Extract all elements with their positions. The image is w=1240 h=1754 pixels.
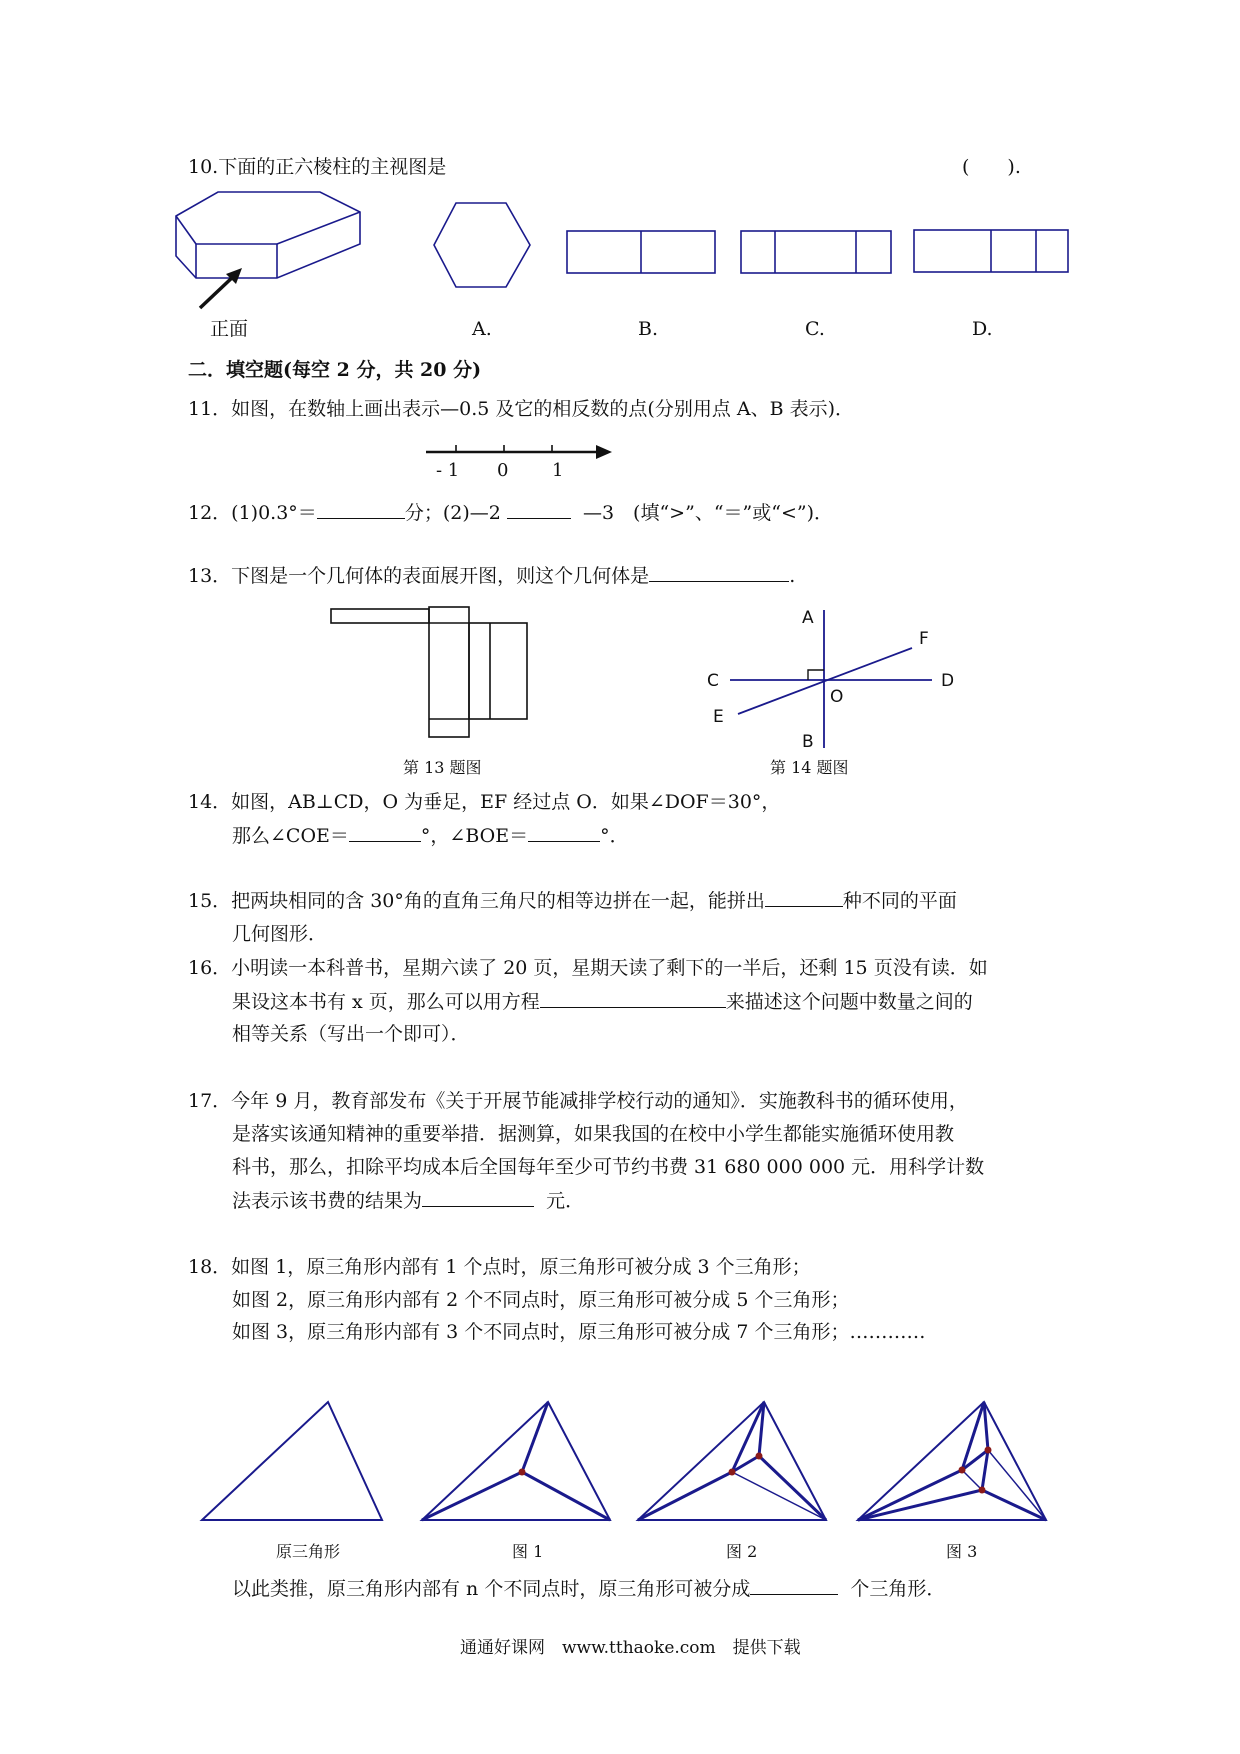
q12-blank-1[interactable] xyxy=(317,500,405,519)
q12-blank-2[interactable] xyxy=(507,500,571,519)
number-line-tick-minus1: - 1 xyxy=(436,460,460,481)
q18-last-line xyxy=(232,1576,945,1601)
option-a-hexagon xyxy=(432,201,532,291)
caption-original-triangle: 原三角形 xyxy=(276,1542,341,1561)
q14-label-b: B xyxy=(802,732,814,752)
q12-part3: —3 (填“>”、“＝”或“<”)． xyxy=(582,502,834,524)
q17-line4b: 元． xyxy=(546,1190,585,1212)
q17-blank[interactable] xyxy=(422,1188,534,1207)
q14-line2 xyxy=(232,823,629,848)
option-c-label: C. xyxy=(805,318,825,340)
q12-line xyxy=(188,500,833,525)
q14-label-f: F xyxy=(919,629,929,649)
option-b-rectangles xyxy=(566,230,716,276)
q14-label-c: C xyxy=(707,671,719,691)
q18-last-a: 以此类推，原三角形内部有 n 个不同点时，原三角形可被分成 xyxy=(232,1578,751,1600)
q16-blank[interactable] xyxy=(540,989,726,1008)
q14-caption: 第 14 题图 xyxy=(770,758,849,777)
q11-text: 11．如图，在数轴上画出表示—0.5 及它的相反数的点(分别用点 A、B 表示)． xyxy=(188,398,855,420)
q14-blank-2[interactable] xyxy=(528,823,600,842)
option-d-rectangles xyxy=(913,229,1069,275)
q14-label-o: O xyxy=(830,687,844,707)
number-line-tick-1: 1 xyxy=(552,460,564,481)
number-line-tick-0: 0 xyxy=(497,460,509,481)
option-d-label: D. xyxy=(972,318,993,340)
front-arrow-icon xyxy=(196,266,246,312)
q14-line2a: 那么∠COE＝ xyxy=(232,825,349,847)
q12-part2: 分；(2)—2 xyxy=(404,502,501,524)
q10-stem: 10.下面的正六棱柱的主视图是 xyxy=(188,156,447,178)
q15-line2: 几何图形． xyxy=(232,923,328,945)
q18-last-b: 个三角形． xyxy=(850,1578,946,1600)
q17-line4a: 法表示该书费的结果为 xyxy=(232,1190,423,1212)
option-a-label: A. xyxy=(472,318,492,340)
caption-figure-2: 图 2 xyxy=(726,1542,758,1561)
figure-2-triangle xyxy=(636,1400,830,1524)
q17-line2: 是落实该通知精神的重要举措．据测算，如果我国的在校中小学生都能实施循环使用教 xyxy=(232,1123,955,1145)
caption-figure-3: 图 3 xyxy=(946,1542,978,1561)
q13-text: 13．下图是一个几何体的表面展开图，则这个几何体是 xyxy=(188,565,650,587)
caption-figure-1: 图 1 xyxy=(512,1542,544,1561)
q14-label-e: E xyxy=(713,707,724,727)
q14-blank-1[interactable] xyxy=(349,823,421,842)
q18-line3: 如图 3，原三角形内部有 3 个不同点时，原三角形可被分成 7 个三角形；………… xyxy=(232,1321,926,1343)
figure-3-triangle xyxy=(856,1400,1050,1524)
footer-text: 通通好课网 www.tthaoke.com 提供下载 xyxy=(460,1638,801,1658)
q14-line2b: °，∠BOE＝ xyxy=(420,825,529,847)
section-2-title: 二．填空题(每空 2 分，共 20 分) xyxy=(188,359,482,381)
q16-line2 xyxy=(232,989,973,1014)
q14-line2c: °． xyxy=(600,825,629,847)
q14-label-a: A xyxy=(802,608,814,628)
option-b-label: B. xyxy=(638,318,659,340)
q15-line1b: 种不同的平面 xyxy=(842,890,957,912)
q17-line1: 17．今年 9 月，教育部发布《关于开展节能减排学校行动的通知》．实施教科书的循环使用， xyxy=(188,1090,968,1112)
front-label: 正面 xyxy=(210,318,249,340)
q16-line3: 相等关系（写出一个即可）． xyxy=(232,1023,470,1045)
q17-line4 xyxy=(232,1188,584,1213)
q14-line1: 14．如图，AB⊥CD，O 为垂足，EF 经过点 O．如果∠DOF＝30°， xyxy=(188,791,781,813)
option-c-rectangles xyxy=(740,230,892,276)
q13-caption: 第 13 题图 xyxy=(403,758,482,777)
q18-blank[interactable] xyxy=(750,1576,838,1595)
q18-line2: 如图 2，原三角形内部有 2 个不同点时，原三角形可被分成 5 个三角形； xyxy=(232,1289,850,1311)
q13-blank[interactable] xyxy=(649,563,789,582)
figure-1-triangle xyxy=(420,1400,614,1524)
q15-line1a: 15．把两块相同的含 30°角的直角三角尺的相等边拼在一起，能拼出 xyxy=(188,890,765,912)
q16-line1: 16．小明读一本科普书，星期六读了 20 页，星期天读了剩下的一半后，还剩 15 页没有读．如 xyxy=(188,957,988,979)
q16-line2b: 来描述这个问题中数量之间的 xyxy=(725,991,973,1013)
q13-line xyxy=(188,563,795,588)
q15-line1 xyxy=(188,888,957,913)
q18-line1: 18．如图 1，原三角形内部有 1 个点时，原三角形可被分成 3 个三角形； xyxy=(188,1256,811,1278)
q12-part1: 12．(1)0.3°＝ xyxy=(188,502,317,524)
q15-blank[interactable] xyxy=(765,888,843,907)
q13-net-figure xyxy=(330,606,530,738)
q10-answer-paren: ( ). xyxy=(962,156,1021,178)
original-triangle-figure xyxy=(200,1400,390,1524)
q14-label-d: D xyxy=(941,671,955,691)
q17-line3: 科书，那么，扣除平均成本后全国每年至少可节约书费 31 680 000 000 元．用科学计数 xyxy=(232,1156,985,1178)
q16-line2a: 果设这本书有 x 页，那么可以用方程 xyxy=(232,991,540,1013)
q13-end: . xyxy=(789,565,796,587)
